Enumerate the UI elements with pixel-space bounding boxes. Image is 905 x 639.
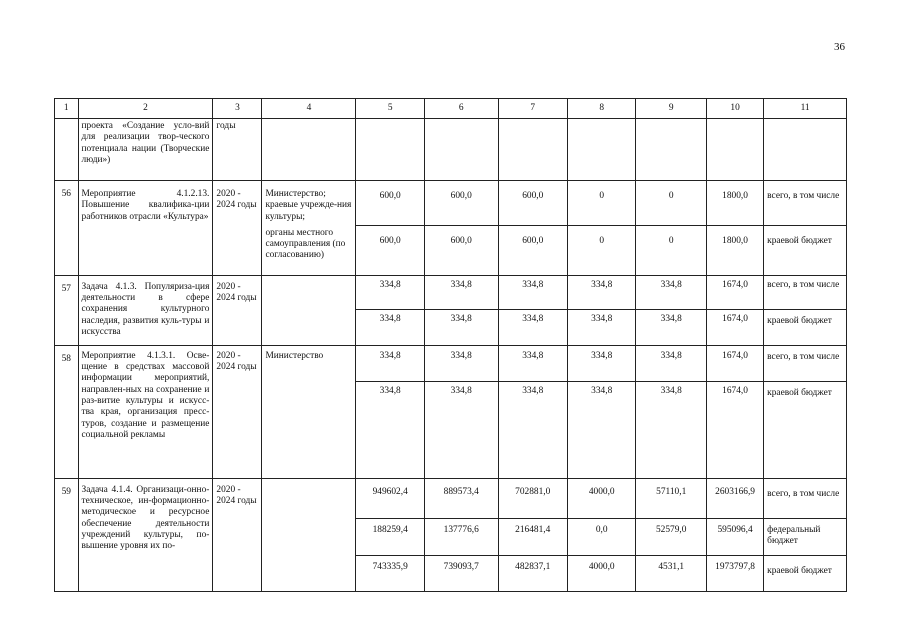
item-name: проекта «Создание усло-вий для реализации твор-ческого потенциала нации (Творческие люди») xyxy=(78,119,213,181)
row-number: 56 xyxy=(55,181,79,276)
column-header: 5 xyxy=(356,99,424,119)
value-cell: 334,8 xyxy=(424,345,498,381)
row-number: 58 xyxy=(55,345,79,478)
executor xyxy=(262,119,356,181)
table-body xyxy=(55,99,847,592)
value-cell: 137776,6 xyxy=(424,518,498,555)
value-cell: 600,0 xyxy=(424,181,498,226)
page-number: 36 xyxy=(834,41,845,53)
value-cell: 334,8 xyxy=(424,381,498,478)
value-cell: 334,8 xyxy=(356,275,424,309)
value-cell: 334,8 xyxy=(356,345,424,381)
value-cell: 743335,9 xyxy=(356,555,424,591)
value-cell: 4531,1 xyxy=(636,555,707,591)
value-cell: 334,8 xyxy=(498,275,567,309)
item-name: Мероприятие 4.1.3.1. Осве-щение в средствах массовой информации мероприятий, направлен-ных на сохранение и раз-витие культуры и искусс-тва края, организация пресс-туров, создание и размещение социальной рекламы xyxy=(78,345,213,478)
value-cell: 595096,4 xyxy=(706,518,763,555)
value-cell: 702881,0 xyxy=(498,478,567,518)
column-header: 11 xyxy=(764,99,847,119)
value-cell: 1674,0 xyxy=(706,275,763,309)
budget-table xyxy=(54,98,847,592)
column-header: 9 xyxy=(636,99,707,119)
executor: Министерство xyxy=(262,345,356,478)
value-cell: 889573,4 xyxy=(424,478,498,518)
value-cell: 739093,7 xyxy=(424,555,498,591)
value-cell: 600,0 xyxy=(356,181,424,226)
value-cell: 334,8 xyxy=(498,309,567,345)
column-header: 10 xyxy=(706,99,763,119)
item-name: Задача 4.1.4. Организаци-онно-техническое, ин-формационно-методическое и ресурсное обеспечение деятельности учреждений культуры, по-вышение уровня их по- xyxy=(78,478,213,591)
column-header: 3 xyxy=(213,99,262,119)
value-cell: 334,8 xyxy=(636,309,707,345)
value-cell: 52579,0 xyxy=(636,518,707,555)
value-cell: 0 xyxy=(636,225,707,275)
value-cell: 188259,4 xyxy=(356,518,424,555)
value-cell: 216481,4 xyxy=(498,518,567,555)
column-header: 7 xyxy=(498,99,567,119)
value-cell: 0,0 xyxy=(567,518,635,555)
header-row xyxy=(55,99,847,119)
value-cell: 482837,1 xyxy=(498,555,567,591)
period: 2020 - 2024 годы xyxy=(213,478,262,591)
row-number: 57 xyxy=(55,275,79,345)
funding-source xyxy=(764,119,847,181)
value-cell: 334,8 xyxy=(498,345,567,381)
value-cell xyxy=(567,119,635,181)
value-cell xyxy=(498,119,567,181)
value-cell: 949602,4 xyxy=(356,478,424,518)
value-cell: 1800,0 xyxy=(706,181,763,226)
executor: Министерство; краевые учрежде-ния культуры; xyxy=(262,181,356,226)
funding-source: краевой бюджет xyxy=(764,225,847,275)
funding-source: краевой бюджет xyxy=(764,555,847,591)
value-cell: 57110,1 xyxy=(636,478,707,518)
table-row xyxy=(55,478,847,518)
executor: органы местного самоуправления (по согласованию) xyxy=(262,225,356,275)
value-cell xyxy=(636,119,707,181)
table-row xyxy=(55,275,847,309)
funding-source: федеральный бюджет xyxy=(764,518,847,555)
value-cell: 1674,0 xyxy=(706,345,763,381)
table-row xyxy=(55,181,847,226)
funding-source: всего, в том числе xyxy=(764,275,847,309)
value-cell: 1800,0 xyxy=(706,225,763,275)
value-cell: 334,8 xyxy=(356,309,424,345)
period: 2020 - 2024 годы xyxy=(213,181,262,276)
value-cell: 334,8 xyxy=(424,275,498,309)
value-cell xyxy=(424,119,498,181)
value-cell: 600,0 xyxy=(356,225,424,275)
period: 2020 - 2024 годы xyxy=(213,345,262,478)
period: годы xyxy=(213,119,262,181)
value-cell xyxy=(706,119,763,181)
item-name: Задача 4.1.3. Популяриза-ция деятельности в сфере сохранения культурного наследия, развития куль-туры и искусства xyxy=(78,275,213,345)
value-cell: 1674,0 xyxy=(706,309,763,345)
value-cell: 334,8 xyxy=(567,309,635,345)
value-cell: 2603166,9 xyxy=(706,478,763,518)
value-cell: 4000,0 xyxy=(567,478,635,518)
value-cell: 334,8 xyxy=(498,381,567,478)
funding-source: всего, в том числе xyxy=(764,345,847,381)
value-cell: 4000,0 xyxy=(567,555,635,591)
table-row xyxy=(55,345,847,381)
value-cell: 334,8 xyxy=(567,345,635,381)
value-cell: 334,8 xyxy=(636,345,707,381)
row-number xyxy=(55,119,79,181)
column-header: 1 xyxy=(55,99,79,119)
value-cell: 334,8 xyxy=(567,275,635,309)
item-name: Мероприятие 4.1.2.13. Повышение квалифика-ции работников отрасли «Культура» xyxy=(78,181,213,276)
executor xyxy=(262,478,356,591)
funding-source: краевой бюджет xyxy=(764,309,847,345)
funding-source: всего, в том числе xyxy=(764,181,847,226)
value-cell: 334,8 xyxy=(567,381,635,478)
column-header: 8 xyxy=(567,99,635,119)
value-cell: 334,8 xyxy=(356,381,424,478)
value-cell: 1973797,8 xyxy=(706,555,763,591)
column-header: 2 xyxy=(78,99,213,119)
value-cell: 0 xyxy=(636,181,707,226)
column-header: 4 xyxy=(262,99,356,119)
continuation-row xyxy=(55,119,847,181)
value-cell: 334,8 xyxy=(424,309,498,345)
funding-source: краевой бюджет xyxy=(764,381,847,478)
value-cell: 334,8 xyxy=(636,381,707,478)
executor xyxy=(262,275,356,345)
value-cell: 600,0 xyxy=(424,225,498,275)
row-number: 59 xyxy=(55,478,79,591)
value-cell: 600,0 xyxy=(498,225,567,275)
funding-source: всего, в том числе xyxy=(764,478,847,518)
value-cell: 600,0 xyxy=(498,181,567,226)
column-header: 6 xyxy=(424,99,498,119)
value-cell: 0 xyxy=(567,225,635,275)
value-cell: 0 xyxy=(567,181,635,226)
period: 2020 - 2024 годы xyxy=(213,275,262,345)
value-cell: 1674,0 xyxy=(706,381,763,478)
value-cell: 334,8 xyxy=(636,275,707,309)
value-cell xyxy=(356,119,424,181)
